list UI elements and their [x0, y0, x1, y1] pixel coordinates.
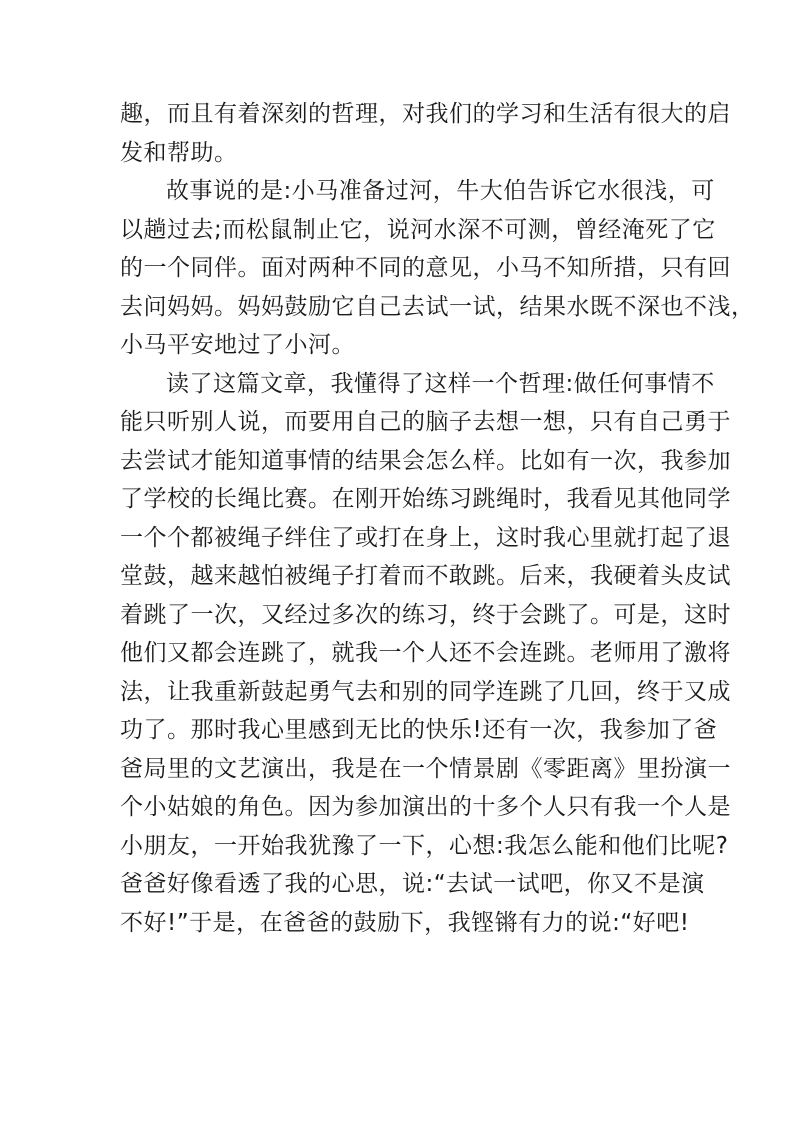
text-line: 去尝试才能知道事情的结果会怎么样。比如有一次，我参加 — [120, 447, 731, 474]
paragraph — [120, 95, 731, 172]
text-line: 以趟过去;而松鼠制止它，说河水深不可测，曾经淹死了它 — [120, 216, 716, 243]
text-line: 的一个同伴。面对两种不同的意见，小马不知所措，只有回 — [120, 255, 731, 281]
text-line: 趣，而且有着深刻的哲理，对我们的学习和生活有很大的启 — [120, 101, 731, 127]
text-line: 功了。那时我心里感到无比的快乐!还有一次，我参加了爸 — [120, 717, 718, 743]
text-line: 不好!”于是，在爸爸的鼓励下，我铿锵有力的说:“好吧! — [120, 909, 690, 936]
text-line: 爸爸好像看透了我的心思，说:“去试一试吧，你又不是演 — [120, 871, 705, 897]
text-line: 着跳了一次，又经过多次的练习，终于会跳了。可是，这时 — [120, 601, 731, 628]
paragraph — [120, 365, 731, 943]
document-page — [120, 95, 755, 942]
text-line: 去问妈妈。妈妈鼓励它自己去试一试，结果水既不深也不浅， — [120, 293, 755, 320]
text-line: 了学校的长绳比赛。在刚开始练习跳绳时，我看见其他同学 — [120, 486, 731, 512]
text-line: 一个个都被绳子绊住了或打在身上，这时我心里就打起了退 — [120, 524, 731, 551]
text-line: 他们又都会连跳了，就我一个人还不会连跳。老师用了激将 — [120, 640, 731, 666]
text-line: 堂鼓，越来越怕被绳子打着而不敢跳。后来，我硬着头皮试 — [120, 563, 731, 589]
text-line: 小朋友，一开始我犹豫了一下，心想:我怎么能和他们比呢? — [120, 832, 729, 859]
paragraph — [120, 172, 755, 365]
text-line: 故事说的是:小马准备过河，牛大伯告诉它水很浅，可 — [166, 178, 715, 204]
text-line: 个小姑娘的角色。因为参加演出的十多个人只有我一个人是 — [120, 794, 731, 820]
text-line: 发和帮助。 — [120, 139, 238, 166]
text-line: 小马平安地过了小河。 — [120, 332, 355, 358]
text-line: 法，让我重新鼓起勇气去和别的同学连跳了几回，终于又成 — [120, 678, 731, 705]
text-line: 读了这篇文章，我懂得了这样一个哲理:做任何事情不 — [166, 370, 715, 397]
text-line: 能只听别人说，而要用自己的脑子去想一想，只有自己勇于 — [120, 409, 731, 435]
text-line: 爸局里的文艺演出，我是在一个情景剧《零距离》里扮演一 — [120, 755, 731, 782]
